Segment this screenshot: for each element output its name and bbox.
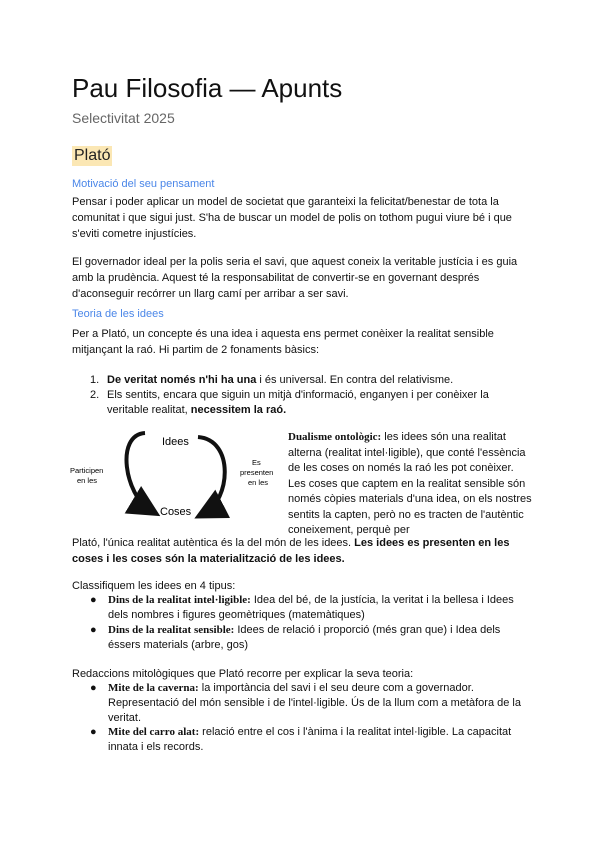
list-item-text: relació entre el cos i l'ànima i la realitat intel·ligible. La capacitat innata i els records.	[108, 726, 512, 753]
list-number: 1.	[90, 374, 100, 386]
dualisme-cont-text: Plató, l'única realitat autèntica és la del món de les idees.	[72, 537, 355, 549]
diagram-label-ideas: Idees	[162, 436, 189, 448]
bullet-icon: ●	[90, 624, 97, 636]
list-item-text: la importància del savi i el seu deure com a governador. Representació del món sensible i de l'intel·ligible. Ús de la llum com a metàfora de la veritat.	[108, 682, 521, 724]
dualisme-paragraph	[288, 430, 534, 539]
paragraph-classif-intro: Classifiquem les idees en 4 tipus:	[72, 580, 236, 592]
document-title: Pau Filosofia — Apunts	[72, 73, 343, 103]
list-item-text: i és universal. En contra del relativisme.	[256, 374, 454, 386]
dualisme-cont-bold: Les idees es presenten en les coses i les coses són la materialització de les idees.	[72, 537, 510, 565]
subheading-teoria: Teoria de les idees	[72, 308, 164, 320]
paragraph-motivacio-2: El governador ideal per la polis seria el savi, que aquest coneix la veritable justícia i es guia amb la prudència. Aquest té la responsabilitat de convertir-se en governant després d'aconseguir recórrer un llarg camí per arribar a ser savi.	[72, 256, 518, 300]
paragraph-motivacio-1: Pensar i poder aplicar un model de societat que garanteixi la felicitat/benestar de tota la comunitat i que sigui just. S'ha de buscar un model de polis on tothom pugui viure bé i que s'eviti cometre injustícies.	[72, 196, 512, 240]
ideas-things-diagram	[70, 425, 280, 525]
paragraph-teoria-intro: Per a Plató, un concepte és una idea i aquesta ens permet conèixer la realitat sensible mitjançant la raó. Hi partim de 2 fonaments bàsics:	[72, 328, 494, 356]
bullet-icon: ●	[90, 682, 97, 694]
list-item-bold: necessitem la raó.	[190, 404, 287, 416]
dualisme-continuation	[72, 535, 532, 567]
diagram-label-presenten-3: en les	[248, 478, 269, 487]
list-number: 2.	[90, 389, 100, 401]
list-item-label: Dins de la realitat sensible:	[108, 624, 235, 636]
list-item-text: Idea del bé, de la justícia, la veritat i la bellesa i Idees dels nombres i figures geomètriques (matemàtiques)	[108, 594, 514, 621]
dualisme-label: Dualisme ontològic:	[288, 431, 382, 443]
subheading-motivacio: Motivació del seu pensament	[72, 178, 215, 190]
document-subtitle: Selectivitat 2025	[72, 110, 175, 126]
diagram-label-presenten-1: Es	[252, 458, 261, 467]
diagram-label-presenten-2: presenten	[240, 468, 274, 477]
dualisme-text: les idees són una realitat alterna (realitat intel·ligible), que conté l'essència de les coses on només la raó les pot conèixer. Les coses que captem en la realitat sensible són només còpies materials d'una idea, on els nostres sentits la capten, però no es tracten de l'autèntic coneixement, perquè per	[288, 431, 532, 536]
list-item-text: Els sentits, encara que siguin un mitjà d'informació, enganyen i per conèixer la veritable realitat,	[107, 389, 489, 416]
list-item-label: Mite del carro alat:	[108, 726, 200, 738]
bullet-icon: ●	[90, 594, 97, 606]
section-heading: Plató	[74, 147, 111, 164]
left-arrow	[126, 433, 150, 510]
diagram-label-participen-2: en les	[77, 476, 98, 485]
paragraph-mites-intro: Redaccions mitològiques que Plató recorre per explicar la seva teoria:	[72, 668, 414, 680]
list-item-text: Idees de relació i proporció (més gran que) i Idea dels éssers materials (arbre, gos)	[108, 624, 501, 651]
right-arrow	[198, 437, 225, 513]
list-item-label: Mite de la caverna:	[108, 682, 199, 694]
bullet-icon: ●	[90, 726, 97, 738]
list-item-bold: De veritat només n'hi ha una	[107, 374, 257, 386]
diagram-label-coses: Coses	[160, 506, 192, 518]
diagram-label-participen-1: Participen	[70, 466, 104, 475]
list-item-label: Dins de la realitat intel·ligible:	[108, 594, 251, 606]
